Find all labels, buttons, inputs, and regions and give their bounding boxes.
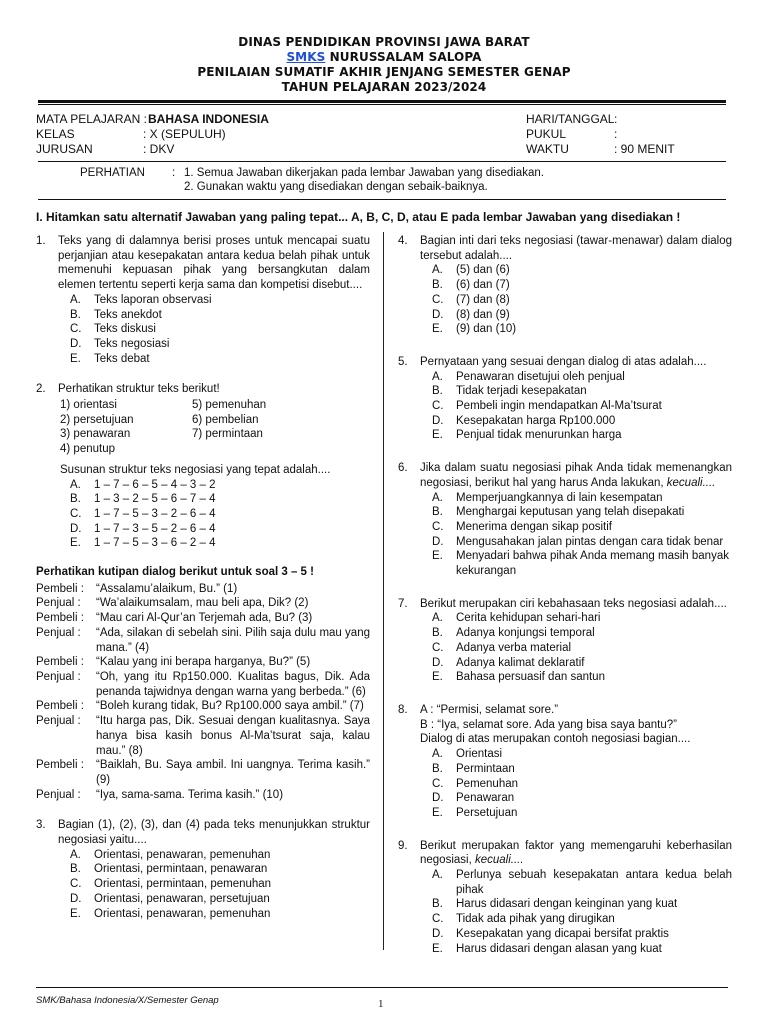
option[interactable]: A. Orientasi, penawaran, pemenuhan xyxy=(70,848,271,861)
question-text: Perhatikan struktur teks berikut! xyxy=(58,383,220,396)
column-divider xyxy=(383,232,384,950)
question-text: Pernyataan yang sesuai dengan dialog di atas adalah.... xyxy=(420,355,707,368)
question-number: 4. xyxy=(398,235,408,247)
option[interactable]: E. (9) dan (10) xyxy=(432,323,517,336)
header-line-3: PENILAIAN SUMATIF AKHIR JENJANG SEMESTER GENAP xyxy=(197,65,571,79)
option[interactable]: E. Bahasa persuasif dan santun xyxy=(432,671,605,684)
dialog-line: Pembeli : “Boleh kurang tidak, Bu? Rp100.000 saya ambil.” (7) xyxy=(36,700,364,713)
question-6 xyxy=(398,461,732,579)
dialog-line: Penjual : “Ada, silakan di sebelah sini. Pilih saja dulu mau yang mana.” (4) xyxy=(36,626,370,654)
kelas-value: : X (SEPULUH) xyxy=(143,127,226,141)
dialog-line: Penjual : “Oh, yang itu Rp150.000. Kualitas bagus, Dik. Ada penanda tajwidnya dengan warna yang berbeda.” (6) xyxy=(36,670,370,698)
dialog-line: Pembeli : “Mau cari Al-Qur’an Terjemah ada, Bu? (3) xyxy=(36,612,313,625)
option[interactable]: D. Teks negosiasi xyxy=(70,337,170,350)
option[interactable]: D. Orientasi, penawaran, persetujuan xyxy=(70,892,270,905)
option[interactable]: B. Orientasi, permintaan, penawaran xyxy=(70,863,268,876)
question-number: 2. xyxy=(36,383,46,396)
hari-label: HARI/TANGGAL xyxy=(526,112,615,126)
question-text: Jika dalam suatu negosiasi pihak Anda tidak memenangkan negosiasi, berikut hal yang harus Anda lakukan, kecuali.... xyxy=(420,462,732,489)
header-line-4: TAHUN PELAJARAN 2023/2024 xyxy=(281,80,487,94)
school-name: NURUSSALAM SALOPA xyxy=(325,50,482,64)
left-column xyxy=(36,234,370,935)
pukul-value: : xyxy=(614,127,618,141)
header-rule-thick xyxy=(38,100,726,103)
structure-item: 6) pembelian xyxy=(192,413,259,426)
option[interactable]: E. Orientasi, penawaran, pemenuhan xyxy=(70,907,271,920)
options-list xyxy=(420,370,732,444)
question-text: Bagian inti dari teks negosiasi (tawar-menawar) dalam dialog tersebut adalah.... xyxy=(420,235,732,262)
option[interactable]: C. Teks diskusi xyxy=(70,323,156,336)
question-9 xyxy=(398,839,732,957)
options-list xyxy=(420,747,732,821)
footer-text: SMK/Bahasa Indonesia/X/Semester Genap xyxy=(36,995,219,1006)
option[interactable]: B. Permintaan xyxy=(432,762,515,775)
options-list xyxy=(420,263,732,337)
structure-item xyxy=(192,442,342,457)
dialog-line: Penjual : “Iya, sama-sama. Terima kasih.” (10) xyxy=(36,788,284,801)
header-line-1: DINAS PENDIDIKAN PROVINSI JAWA BARAT xyxy=(238,35,530,49)
structure-item: 5) pemenuhan xyxy=(192,399,267,412)
mapel-label: MATA PELAJARAN : xyxy=(36,112,147,126)
question-text: Bagian (1), (2), (3), dan (4) pada teks menunjukkan struktur negosiasi yaitu.... xyxy=(58,819,370,847)
option[interactable]: A. Teks laporan observasi xyxy=(70,293,212,306)
question-number: 9. xyxy=(398,839,408,852)
perhatian-rule xyxy=(38,199,726,200)
pukul-label: PUKUL xyxy=(526,127,567,141)
dialog-line-a: A : “Permisi, selamat sore.” xyxy=(420,703,559,716)
question-number: 3. xyxy=(36,819,46,832)
option[interactable]: D. Penawaran xyxy=(432,792,515,805)
jurusan-value: : DKV xyxy=(143,142,175,156)
option[interactable]: D. 1 – 7 – 3 – 5 – 2 – 6 – 4 xyxy=(70,522,216,535)
question-3 xyxy=(36,818,370,921)
options-list xyxy=(58,293,370,367)
option[interactable]: C. Pemenuhan xyxy=(432,777,519,790)
question-8 xyxy=(398,703,732,821)
option[interactable]: E. Harus didasari dengan alasan yang kuat xyxy=(432,942,662,955)
option[interactable]: A. Perlunya sebuah kesepakatan antara kedua belah pihak xyxy=(432,869,732,896)
perhatian-item: 1. Semua Jawaban dikerjakan pada lembar Jawaban yang disediakan. xyxy=(184,167,544,179)
question-number: 1. xyxy=(36,235,46,247)
options-list xyxy=(420,868,732,956)
option[interactable]: A. (5) dan (6) xyxy=(432,264,510,277)
dialog-line: Penjual : “Itu harga pas, Dik. Sesuai dengan kualitasnya. Saya hanya bisa kasih bonus Al-Ma’tsurat saja, kalau mau.” (8) xyxy=(36,715,370,757)
option[interactable]: D. Kesepakatan yang dicapai bersifat praktis xyxy=(432,927,669,940)
perhatian-item: 2. Gunakan waktu yang disediakan dengan sebaik-baiknya. xyxy=(184,181,488,193)
waktu-value: : 90 MENIT xyxy=(614,142,675,156)
question-number: 6. xyxy=(398,462,408,475)
option[interactable]: B. 1 – 3 – 2 – 5 – 6 – 7 – 4 xyxy=(70,493,216,506)
header-line-2 xyxy=(0,50,768,65)
kelas-label: KELAS xyxy=(36,127,75,141)
section-title: I. Hitamkan satu alternatif Jawaban yang paling tepat... A, B, C, D, atau E pada lembar Jawaban yang disediakan ! xyxy=(36,210,681,224)
info-rule xyxy=(38,161,726,162)
option[interactable]: C. Menerima dengan sikap positif xyxy=(432,520,612,533)
question-4 xyxy=(398,234,732,337)
option[interactable]: C. Pembeli ingin mendapatkan Al-Ma’tsurat xyxy=(432,400,662,413)
options-list xyxy=(420,611,732,685)
info-left xyxy=(36,112,336,157)
option[interactable]: C. 1 – 7 – 5 – 3 – 2 – 6 – 4 xyxy=(70,507,216,520)
dialog-block xyxy=(36,565,370,802)
option[interactable]: C. Tidak ada pihak yang dirugikan xyxy=(432,913,615,926)
options-list xyxy=(58,478,370,552)
structure-item: 3) penawaran xyxy=(60,428,131,441)
option[interactable]: A. Cerita kehidupan sehari-hari xyxy=(432,612,601,625)
option[interactable]: C. (7) dan (8) xyxy=(432,293,510,306)
option[interactable]: D. Kesepakatan harga Rp100.000 xyxy=(432,414,616,427)
structure-item: 7) permintaan xyxy=(192,428,263,441)
question-text: Dialog di atas merupakan contoh negosiasi bagian.... xyxy=(420,733,691,746)
question-2 xyxy=(36,382,370,551)
option[interactable]: E. Persetujuan xyxy=(432,806,518,819)
dialog-line: Pembeli : “Assalamu’alaikum, Bu.” (1) xyxy=(36,582,238,595)
option[interactable]: B. Teks anekdot xyxy=(70,308,162,321)
option[interactable]: B. (6) dan (7) xyxy=(432,279,510,292)
footer-rule xyxy=(36,987,728,988)
option[interactable]: E. Teks debat xyxy=(70,352,150,365)
info-right xyxy=(526,112,726,157)
question-7 xyxy=(398,597,732,685)
hari-value: : xyxy=(614,112,618,126)
perhatian-label: PERHATIAN xyxy=(80,167,145,179)
structure-item: 1) orientasi xyxy=(60,399,117,412)
question-1 xyxy=(36,234,370,366)
dialog-line: Pembeli : “Kalau yang ini berapa harganya, Bu?” (5) xyxy=(36,656,311,669)
option[interactable]: D. Mengusahakan jalan pintas dengan cara tidak benar xyxy=(432,535,724,548)
option[interactable]: B. Harus didasari dengan keinginan yang kuat xyxy=(432,898,678,911)
waktu-label: WAKTU xyxy=(526,142,569,156)
option[interactable]: E. Penjual tidak menurunkan harga xyxy=(432,429,622,442)
smks-link[interactable]: SMKS xyxy=(286,50,326,64)
jurusan-label: JURUSAN xyxy=(36,142,93,156)
option[interactable]: D. Adanya kalimat deklaratif xyxy=(432,656,585,669)
option[interactable]: B. Tidak terjadi kesepakatan xyxy=(432,385,587,398)
option[interactable]: A. Memperjuangkannya di lain kesempatan xyxy=(432,491,663,504)
option[interactable]: C. Adanya verba material xyxy=(432,641,572,654)
option[interactable]: B. Adanya konjungsi temporal xyxy=(432,627,595,640)
option[interactable]: C. Orientasi, permintaan, pemenuhan xyxy=(70,878,272,891)
question-5 xyxy=(398,355,732,443)
option[interactable]: E. Menyadari bahwa pihak Anda memang masih banyak kekurangan xyxy=(432,550,729,578)
structure-item: 4) penutup xyxy=(60,443,115,456)
option[interactable]: E. 1 – 7 – 5 – 3 – 6 – 2 – 4 xyxy=(70,537,216,550)
dialog-title: Perhatikan kutipan dialog berikut untuk soal 3 – 5 ! xyxy=(36,566,314,579)
perhatian-colon: : xyxy=(172,167,176,179)
question-text: Berikut merupakan ciri kebahasaan teks negosiasi adalah.... xyxy=(420,597,727,610)
header-rule-thin xyxy=(38,104,726,105)
question-number: 7. xyxy=(398,597,408,610)
right-column xyxy=(398,234,732,970)
question-text: Berikut merupakan faktor yang memengaruhi keberhasilan negosiasi, kecuali.... xyxy=(420,839,732,867)
dialog-line-b: B : “Iya, selamat sore. Ada yang bisa saya bantu?” xyxy=(420,718,677,731)
question-number: 5. xyxy=(398,355,408,368)
option[interactable]: A. Penawaran disetujui oleh penjual xyxy=(432,370,625,383)
question-text: Teks yang di dalamnya berisi proses untuk mencapai suatu perjanjian atau kesepakatan antara kedua belah pihak untuk memenuhi kepuasan pihak yang bersangkutan dalam elemen tertentu seperti kerja sama dan kompetisi disebut.... xyxy=(58,235,370,292)
option[interactable]: A. Orientasi xyxy=(432,748,503,761)
mapel-value: BAHASA INDONESIA xyxy=(148,112,269,126)
option[interactable]: A. 1 – 7 – 6 – 5 – 4 – 3 – 2 xyxy=(70,478,216,491)
question-prompt: Susunan struktur teks negosiasi yang tepat adalah.... xyxy=(60,463,331,476)
options-list xyxy=(58,848,370,922)
question-number: 8. xyxy=(398,703,408,716)
page-number: 1 xyxy=(378,998,384,1010)
dialog-line: Penjual : “Wa’alaikumsalam, mau beli apa, Dik? (2) xyxy=(36,597,309,610)
structure-item: 2) persetujuan xyxy=(60,413,134,426)
dialog-line: Pembeli : “Baiklah, Bu. Saya ambil. Ini uangnya. Terima kasih.” (9) xyxy=(36,759,370,786)
option[interactable]: D. (8) dan (9) xyxy=(432,308,510,321)
option[interactable]: B. Menghargai keputusan yang telah disepakati xyxy=(432,506,685,519)
structure-list xyxy=(58,398,370,457)
options-list xyxy=(420,491,732,579)
